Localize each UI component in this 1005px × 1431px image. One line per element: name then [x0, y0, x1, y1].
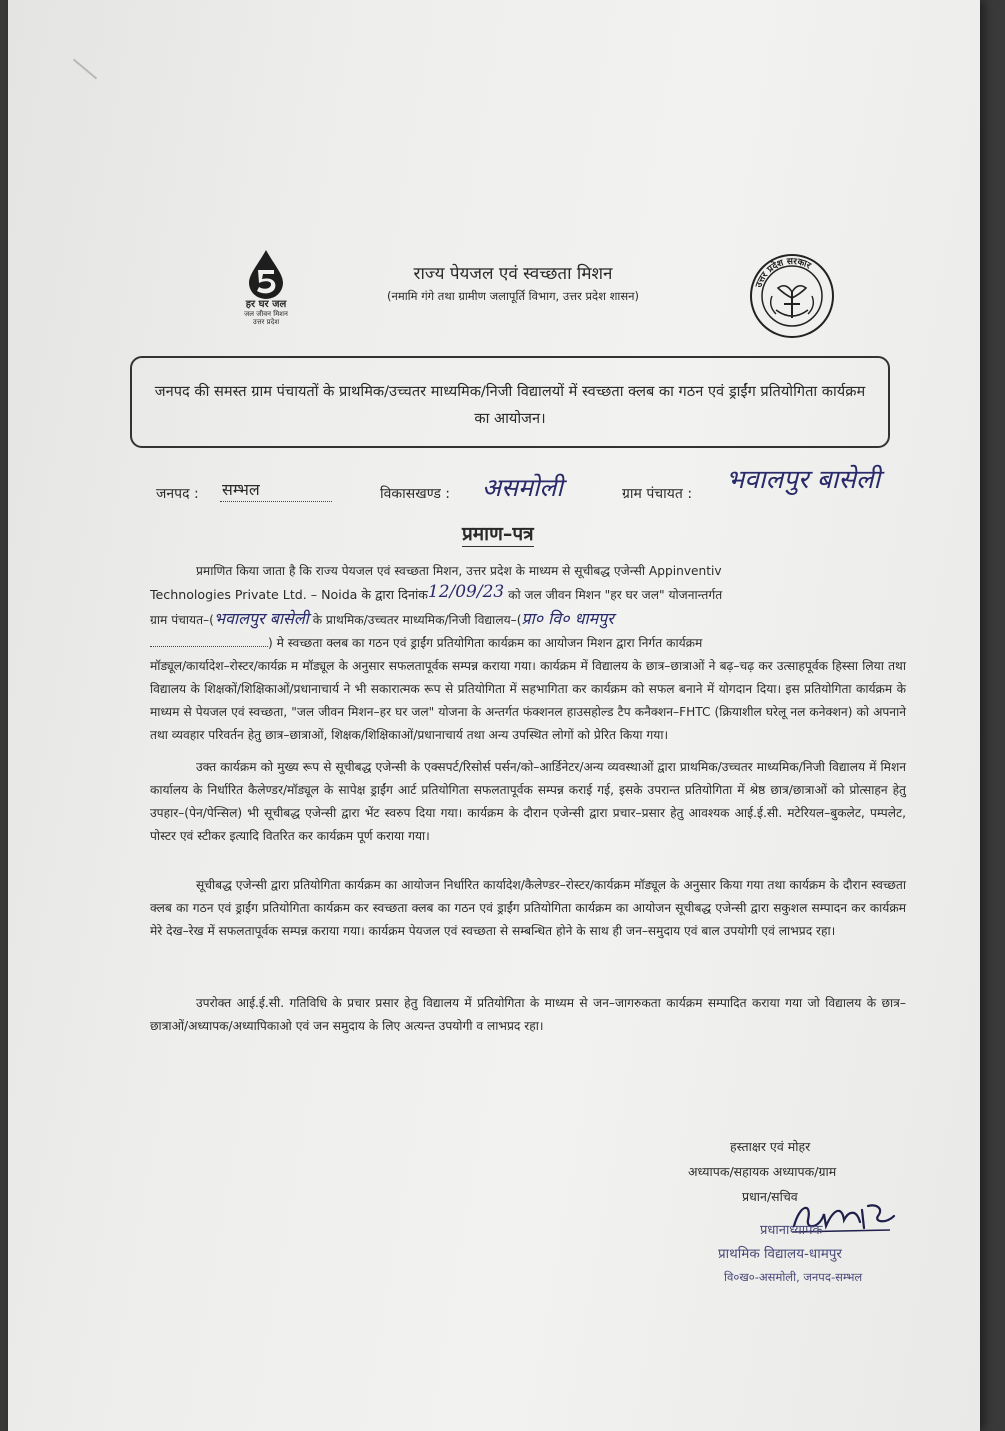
date-value: 12/09/23 — [427, 582, 505, 602]
p1-line-1: प्रमाणित किया जाता है कि राज्य पेयजल एवं स्वच्छता मिशन, उत्तर प्रदेश के माध्यम से सूचीबद्ध एजेन्सी Appinventiv — [196, 564, 722, 578]
mission-subtitle: (नमामि गंगे तथा ग्रामीण जलापूर्ति विभाग, उत्तर प्रदेश शासन) — [386, 289, 640, 303]
stamp-line-1: प्रधानाध्यापक — [760, 1223, 823, 1238]
header-title-block — [338, 263, 688, 304]
p1-line-2-b: को जल जीवन मिशन "हर घर जल" योजनान्तर्गत — [508, 588, 723, 602]
p1-panchayat-hand: भवालपुर बासेली — [213, 609, 309, 628]
panchayat-value: भवालपुर बासेली — [726, 465, 881, 495]
p1-school-hand: प्रा० वि० धामपुर — [521, 609, 614, 628]
block-value: असमोली — [482, 473, 563, 502]
signature-line-3: प्रधान/सचिव — [742, 1189, 798, 1204]
district-underline — [220, 500, 332, 502]
block-label: विकासखण्ड : — [380, 486, 451, 502]
paragraph-4 — [150, 992, 906, 1038]
paragraph-4-text: उपरोक्त आई.ई.सी. गतिविधि के प्रचार प्रसार हेतु विद्यालय में प्रतियोगिता के माध्यम से जन–जागरुकता कार्यक्रम सम्पादित कराया गया जो विद्यालय के छात्र–छात्राओं/अध्यापक/अध्यापिकाओ एवं जन समुदाय के लिए अत्यन्त उपयोगी व लाभप्रद रहा। — [150, 996, 906, 1033]
logo-line-1: हर घर जल — [245, 299, 287, 310]
p1-line-2 — [150, 583, 906, 607]
stamp-line-3: वि०ख०-असमोली, जनपद-सम्भल — [724, 1270, 863, 1284]
p1-line-4-text: ) मे स्वच्छता क्लब का गठन एवं ड्राईंग प्रतियोगिता कार्यक्रम का आयोजन मिशन द्वारा निर्गत कार्यक्रम — [268, 636, 703, 650]
panchayat-label: ग्राम पंचायत : — [622, 486, 693, 502]
state-emblem-icon — [748, 252, 836, 340]
p1-line-3-b: के प्राथमिक/उच्चतर माध्यमिक/निजी विद्यालय–( — [312, 613, 522, 627]
district-label: जनपद : — [156, 486, 199, 502]
p1-line-2-a: Technologies Private Ltd. – Noida के द्वारा दिनांक — [150, 587, 428, 602]
subject-box: जनपद की समस्त ग्राम पंचायतों के प्राथमिक/उच्चतर माध्यमिक/निजी विद्यालयों में स्वच्छता क्लब का गठन एवं ड्राईंग प्रतियोगिता कार्यक्रम का आयोजन। — [130, 356, 890, 448]
logo-line-3: उत्तर प्रदेश — [252, 318, 280, 326]
certificate-title: प्रमाण–पत्र — [462, 523, 534, 545]
stamp-line-2: प्राथमिक विद्यालय-धामपुर — [718, 1246, 842, 1262]
up-government-emblem — [748, 252, 836, 344]
p1-blank — [150, 636, 268, 647]
p1-line-4 — [150, 632, 906, 655]
signature-line-1: हस्ताक्षर एवं मोहर — [730, 1139, 811, 1154]
emblem-text: उत्तर प्रदेश सरकार — [754, 256, 813, 290]
signature-line-2: अध्यापक/सहायक अध्यापक/ग्राम — [688, 1164, 837, 1179]
paragraph-3-text: सूचीबद्ध एजेन्सी द्वारा प्रतियोगिता कार्यक्रम का आयोजन निर्धारित कार्यादेश/कैलेण्डर–रोस्टर/कार्यक्रम मॉड्यूल के अनुसार किया गया तथा कार्यक्रम के दौरान स्वच्छता क्लब का गठन एवं ड्राईंग प्रतियोगिता कार्यक्रम कर स्वच्छता क्लब का गठन एवं ड्राईंग प्रतियोगिता कार्यक्रम का आयोजन सूचीबद्ध एजेन्सी द्वारा सकुशल सम्पादन कर कार्यक्रम मेरे देख–रेख में सफलतापूर्वक सम्पन्न कराया गया। कार्यक्रम पेयजल एवं स्वच्छता से सम्बन्धित होने के साथ ही जन–समुदाय एवं बाल उपयोगी एवं लाभप्रद रहा। — [150, 878, 906, 938]
district-value: सम्भल — [222, 480, 260, 499]
certificate-page — [8, 0, 980, 1431]
p1-line-3 — [150, 607, 906, 632]
paragraph-2 — [150, 756, 906, 848]
har-ghar-jal-logo — [226, 248, 306, 336]
p1-rest: मॉड्यूल/कार्यादेश–रोस्टर/कार्यक्र म मॉड्यूल के अनुसार सफलतापूर्वक सम्पन्न कराया गया। कार्यक्रम में विद्यालय के छात्र–छात्राओं ने बढ़–चढ़ कर उत्साहपूर्वक हिस्सा लिया तथा विद्यालय के शिक्षकों/शिक्षिकाओं/प्रधानाचार्य ने भी सकारात्मक रूप से प्रतियोगिता में सहभागिता कर कार्यक्रम को सफल बनाने में योगदान दिया। इस प्रतियोगिता कार्यक्रम के माध्यम से पेयजल एवं स्वच्छता, "जल जीवन मिशन–हर घर जल" योजना के अन्तर्गत फंक्शनल हाउसहोल्ड टैप कनैक्शन–FHTC (क्रियाशील घरेलू नल कनेक्शन) को अपनाने तथा व्यवहार परिवर्तन हेतु छात्र–छात्राओं, शिक्षक/शिक्षिकाओं/प्रधानाचार्य तथा अन्य उपस्थित लोगों को प्रेरित किया गया। — [150, 659, 906, 742]
paragraph-2-text: उक्त कार्यक्रम को मुख्य रूप से सूचीबद्ध एजेन्सी के एक्सपर्ट/रिसोर्स पर्सन/को–आर्डिनेटर/अन्य व्यवस्थाओं द्वारा प्राथमिक/उच्चतर माध्यमिक/निजी विद्यालय में मिशन कार्यालय के निर्धारित कैलेण्डर/मॉड्यूल के सापेक्ष ड्राईंग आर्ट प्रतियोगिता सफलतापूर्वक सम्पन्न कराई गई, इसके उपरान्त प्रतियोगिता में श्रेष्ठ छात्र/छात्राओं को प्रोत्साहन हेतु उपहार–(पेन/पेन्सिल) भी सूचीबद्ध एजेन्सी द्वारा भेंट स्वरुप दिया गया। कार्यक्रम के दौरान एजेन्सी द्वारा प्रचार–प्रसार हेतु आवश्यक आई.ई.सी. मटेरियल–बुकलेट, पम्पलेट, पोस्टर एवं स्टीकर इत्यादि वितरित कर कार्यक्रम पूर्ण कराया गया। — [150, 760, 906, 843]
logo-line-2: जल जीवन मिशन — [244, 310, 288, 318]
paragraph-3 — [150, 874, 906, 943]
p1-line-3-a: ग्राम पंचायत–( — [150, 613, 214, 627]
paragraph-1 — [150, 560, 906, 747]
water-drop-icon — [243, 248, 289, 300]
mission-title: राज्य पेयजल एवं स्वच्छता मिशन — [413, 264, 613, 284]
paper-crease — [73, 59, 97, 80]
